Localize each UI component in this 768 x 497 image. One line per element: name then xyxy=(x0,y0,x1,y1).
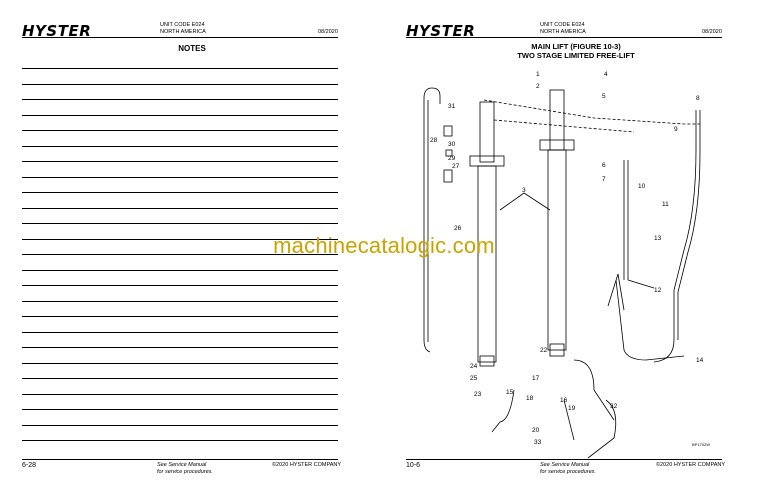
callout-1: 1 xyxy=(536,71,540,78)
callout-10: 10 xyxy=(638,183,646,190)
drawing-code: BP1702W xyxy=(692,442,711,447)
note-rule-line xyxy=(22,146,338,147)
left-cylinder-top xyxy=(480,102,494,162)
right-cylinder-top xyxy=(550,90,564,150)
footer-rule xyxy=(22,459,338,460)
note-rule-line xyxy=(22,68,338,69)
hyster-logo: HYSTER xyxy=(406,22,476,40)
callout-28: 28 xyxy=(430,137,438,144)
note-rule-line xyxy=(22,363,338,364)
callout-24: 24 xyxy=(470,363,478,370)
note-rule-line xyxy=(22,440,338,441)
callout-30: 30 xyxy=(448,141,456,148)
left-cylinder-body xyxy=(478,166,496,362)
callout-18: 18 xyxy=(526,395,534,402)
note-rule-line xyxy=(22,394,338,395)
callout-22: 22 xyxy=(540,347,548,354)
callout-26: 26 xyxy=(454,225,462,232)
callout-33: 33 xyxy=(534,439,542,446)
header-rule xyxy=(22,37,338,38)
note-rule-line xyxy=(22,409,338,410)
footer-note-line-1: See Service Manual xyxy=(157,462,207,468)
callout-31: 31 xyxy=(448,103,456,110)
note-rule-line xyxy=(22,347,338,348)
footer-note xyxy=(157,462,213,475)
callout-16: 16 xyxy=(560,397,568,404)
note-rule-line xyxy=(22,99,338,100)
exploded-parts-diagram xyxy=(384,60,768,460)
callout-19: 19 xyxy=(568,405,576,412)
callout-27: 27 xyxy=(452,163,460,170)
left-cylinder-flange xyxy=(470,156,504,166)
callout-3: 3 xyxy=(522,187,526,194)
callout-2: 2 xyxy=(536,83,540,90)
note-rule-line xyxy=(22,332,338,333)
callout-4: 4 xyxy=(604,71,608,78)
header-date: 08/2020 xyxy=(702,29,722,35)
callout-14: 14 xyxy=(696,357,704,364)
figure-subtitle: TWO STAGE LIMITED FREE-LIFT xyxy=(517,50,635,60)
figure-title-main: MAIN LIFT (FIGURE 10-3) xyxy=(531,42,621,51)
right-cylinder-flange xyxy=(540,140,574,150)
watermark: machinecatalogic.com xyxy=(273,233,495,258)
copyright: ©2020 HYSTER COMPANY xyxy=(272,462,342,468)
region: NORTH AMERICA xyxy=(160,28,206,35)
callout-17: 17 xyxy=(532,375,540,382)
footer-rule xyxy=(406,459,722,460)
note-rule-line xyxy=(22,316,338,317)
callout-7: 7 xyxy=(602,176,606,183)
callout-9: 9 xyxy=(674,126,678,133)
note-rule-line xyxy=(22,161,338,162)
callout-25: 25 xyxy=(470,375,478,382)
note-rule-line xyxy=(22,115,338,116)
callout-5: 5 xyxy=(602,93,606,100)
figure-title xyxy=(384,43,768,60)
header-date: 08/2020 xyxy=(318,29,338,35)
note-rule-line xyxy=(22,378,338,379)
footer-note xyxy=(540,462,596,475)
callout-15: 15 xyxy=(506,389,514,396)
region: NORTH AMERICA xyxy=(540,28,586,35)
callout-20: 20 xyxy=(532,427,540,434)
hyster-logo: HYSTER xyxy=(22,22,92,40)
callout-8: 8 xyxy=(696,95,700,102)
page-number: 10-6 xyxy=(406,462,421,469)
note-rule-line xyxy=(22,285,338,286)
page-number: 6-28 xyxy=(22,462,37,469)
note-rule-line xyxy=(22,177,338,178)
note-rule-line xyxy=(22,223,338,224)
header-meta xyxy=(540,22,586,35)
unit-code: UNIT CODE E024 xyxy=(540,22,585,28)
note-rule-line xyxy=(22,270,338,271)
clamp-part xyxy=(444,170,452,182)
hose-pipe-26 xyxy=(424,88,440,104)
callout-6: 6 xyxy=(602,162,606,169)
callout-11: 11 xyxy=(662,201,669,208)
unit-code: UNIT CODE E024 xyxy=(160,22,205,28)
callout-23: 23 xyxy=(474,391,482,398)
bracket-part xyxy=(444,126,452,136)
header-meta xyxy=(160,22,206,35)
note-rule-line xyxy=(22,192,338,193)
note-rule-line xyxy=(22,425,338,426)
footer-note-line-2: for service procedures. xyxy=(157,468,213,475)
note-rule-line xyxy=(22,84,338,85)
footer-note-line-1: See Service Manual xyxy=(540,462,590,468)
callout-32: 32 xyxy=(610,403,618,410)
copyright: ©2020 HYSTER COMPANY xyxy=(656,462,726,468)
callout-29: 29 xyxy=(448,155,456,162)
callout-13: 13 xyxy=(654,235,662,242)
callout-12: 12 xyxy=(654,287,662,294)
note-rule-line xyxy=(22,130,338,131)
footer-note-line-2: for service procedures. xyxy=(540,468,596,475)
note-rule-line xyxy=(22,301,338,302)
note-rule-line xyxy=(22,208,338,209)
header-rule xyxy=(406,37,722,38)
notes-title: NOTES xyxy=(178,44,206,53)
